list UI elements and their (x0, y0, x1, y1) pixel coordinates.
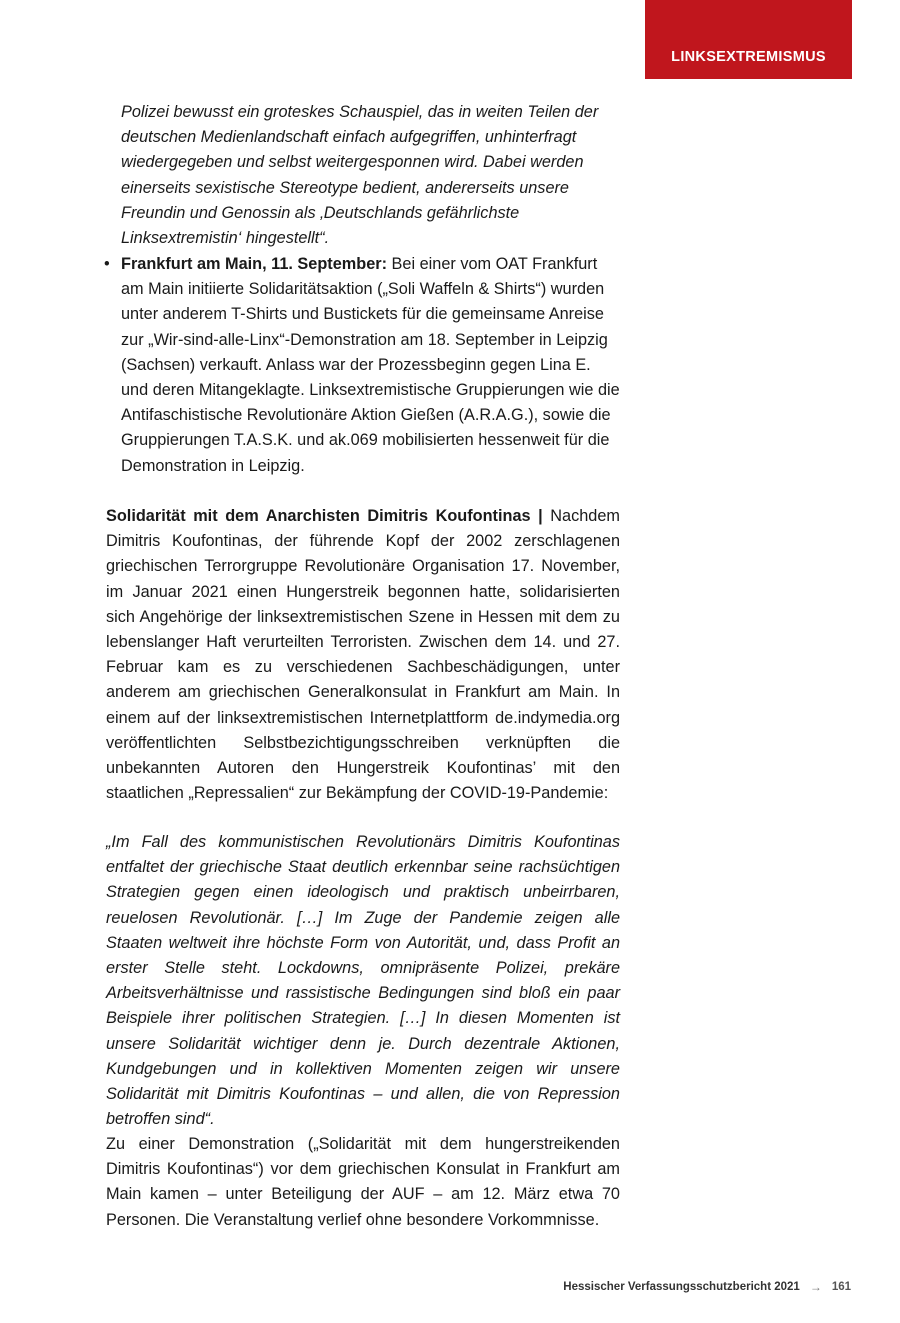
section-paragraph (106, 504, 620, 806)
page-footer (563, 1280, 851, 1294)
quote-continuation: Polizei bewusst ein groteskes Schauspiel, das in weiten Teilen der deutschen Medienlandschaft einfach aufgegriffen, unhinterfragt wiedergegeben und selbst weitergesponnen wird. Dabei werden einerseits sexistische Stereotype bedient, andererseits unsere Freundin und Genossin als ‚Deutschlands gefährlichste Linksextremistin‘ hingestellt“. (121, 103, 599, 248)
block-quote: „Im Fall des kommunistischen Revolutionärs Dimitris Koufontinas entfaltet der griechische Staat deutlich erkennbar seine rachsüchtigen Strategien gegen einen ideologisch und praktisch unbeirrbaren, reuelosen Revolutionär. […] Im Zuge der Pandemie zeigen alle Staaten weltweit ihre höchste Form von Autorität, und, dass Profit an erster Stelle steht. Lockdowns, omnipräsente Polizei, prekäre Arbeitsverhältnisse und rassistische Bedingungen sind bloß ein paar Beispiele ihrer politischen Strategien. […] In diesen Momenten ist unsere Solidarität wichtiger denn je. Durch dezentrale Aktionen, Kundgebungen und in kollektiven Momenten zeigen wir unsere Solidarität mit Dimitris Koufontinas – und allen, die von Repression betroffen sind“. (106, 833, 620, 1129)
page-number: 161 (831, 1281, 851, 1293)
bullet-dot: • (104, 255, 110, 273)
publication-title: Hessischer Verfassungsschutzbericht 2021 (563, 1281, 800, 1293)
arrow-right-icon: → (809, 1280, 822, 1294)
bullet-text: Bei einer vom OAT Frankfurt am Main initiierte Solidaritätsaktion („Soli Waffeln & Shirts“) wurden unter anderem T-Shirts und Bustickets für die gemeinsame Anreise zur „Wir-sind-alle-Linx“-Demonstration am 18. September in Leipzig (Sachsen) verkauft. Anlass war der Prozessbeginn gegen Lina E. und deren Mitangeklagte. Linksextremistische Gruppierungen wie die Antifaschistische Revolutionäre Aktion Gießen (A.R.A.G.), sowie die Gruppierungen T.A.S.K. und ak.069 mobilisierten hessenweit für die Demonstration in Leipzig. (121, 255, 620, 475)
section-heading: Solidarität mit dem Anarchisten Dimitris Koufontinas | (106, 507, 543, 525)
section-label: LINKSEXTREMISMUS (671, 48, 826, 65)
bullet-item (104, 252, 621, 479)
section-text: Nachdem Dimitris Koufontinas, der führende Kopf der 2002 zerschlagenen griechischen Terrorgruppe Revolutionäre Organisation 17. November, im Januar 2021 einen Hungerstreik begonnen hatte, solidarisierten sich Angehörige der linksextremistischen Szene in Hessen mit dem zu lebenslanger Haft verurteilten Terroristen. Zwischen dem 14. und 27. Februar kam es zu verschiedenen Sachbeschädigungen, unter anderem am griechischen Generalkonsulat in Frankfurt am Main. In einem auf der linksextremistischen Internetplattform de.indymedia.org veröffentlichten Selbstbezichtigungsschreiben verknüpften die unbekannten Autoren den Hungerstreik Koufontinas’ mit den staatlichen „Repressalien“ zur Bekämpfung der COVID-19-Pandemie: (106, 507, 620, 803)
section-tab (645, 0, 852, 79)
closing-paragraph: Zu einer Demonstration („Solidarität mit dem hungerstreikenden Dimitris Koufontinas“) vor dem griechischen Konsulat in Frankfurt am Main kamen – unter Beteiligung der AUF – am 12. März etwa 70 Personen. Die Veranstaltung verlief ohne besondere Vorkommnisse. (106, 1135, 620, 1229)
bullet-heading: Frankfurt am Main, 11. September: (121, 255, 388, 273)
